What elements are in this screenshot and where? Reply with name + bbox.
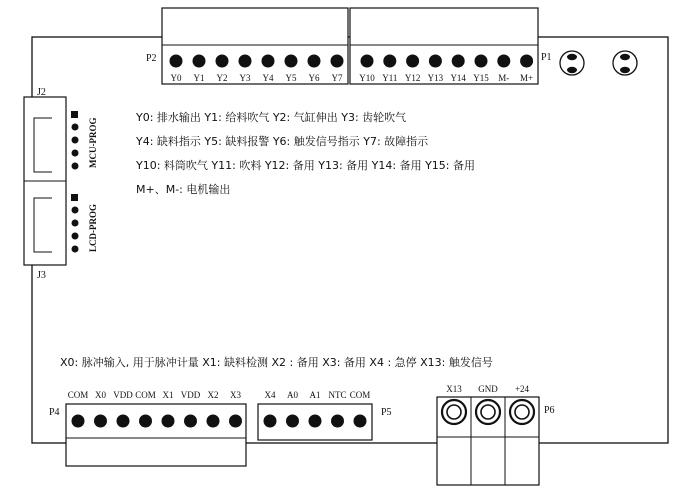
p4-pin-label-4: X1 [162, 390, 174, 400]
p4-pin-1 [94, 415, 107, 428]
pcb-outline [32, 37, 668, 443]
p4-pin-5 [184, 415, 197, 428]
p2-pin-6 [308, 55, 321, 68]
legend-line-3: Y10: 料筒吹气 Y11: 吹料 Y12: 备用 Y13: 备用 Y14: 备用 Y15: 备用 [136, 159, 475, 172]
p2-pin-5 [285, 55, 298, 68]
p2-pin-0 [170, 55, 183, 68]
p5-label: P5 [381, 407, 392, 418]
p2-pin-label-2: Y2 [216, 73, 228, 83]
p1-pin-label-5: Y15 [473, 73, 489, 83]
p5-pin-4 [354, 415, 367, 428]
p1-pin-label-7: M+ [520, 73, 534, 83]
p6-pin-label-0: X13 [446, 384, 462, 394]
p1-pin-label-6: M- [498, 73, 510, 83]
p1-pin-3 [429, 55, 442, 68]
p5-terminal-block [258, 390, 372, 440]
p5-pin-label-2: A1 [309, 390, 321, 400]
p6-pin-label-1: GND [478, 384, 498, 394]
mcu-prog-label: MCU-PROG [88, 117, 98, 168]
j2-label: J2 [37, 87, 46, 98]
p4-pin-label-5: VDD [180, 390, 201, 400]
led-indicator-1 [560, 51, 584, 75]
p1-pin-label-0: Y10 [359, 73, 375, 83]
p2-label: P2 [146, 53, 157, 64]
p4-pin-label-1: X0 [95, 390, 106, 400]
p1-pin-1 [383, 55, 396, 68]
p5-pin-1 [286, 415, 299, 428]
p6-label: P6 [544, 405, 555, 416]
j3-pins [71, 194, 79, 253]
p2-pin-label-5: Y5 [285, 73, 297, 83]
p2-pin-label-0: Y0 [170, 73, 182, 83]
p1-pin-label-3: Y13 [427, 73, 444, 83]
p2-pin-7 [331, 55, 344, 68]
legend-line-1: Y0: 排水输出 Y1: 给料吹气 Y2: 气缸伸出 Y3: 齿轮吹气 [136, 111, 407, 124]
p5-pin-3 [331, 415, 344, 428]
p4-pin-6 [207, 415, 220, 428]
p2-pin-label-3: Y3 [239, 73, 251, 83]
p2-terminal-block [162, 8, 348, 84]
p5-pin-label-1: A0 [287, 390, 298, 400]
p2-pin-2 [216, 55, 229, 68]
p1-pin-label-4: Y14 [450, 73, 466, 83]
p5-pin-label-4: COM [349, 390, 371, 400]
p4-label: P4 [49, 407, 60, 418]
p2-pin-4 [262, 55, 275, 68]
led-indicator-2 [613, 51, 637, 75]
p1-pin-7 [520, 55, 533, 68]
p6-connector [437, 384, 539, 485]
p6-screw-2 [510, 400, 534, 424]
p4-pin-4 [162, 415, 175, 428]
p2-pin-label-1: Y1 [193, 73, 205, 83]
p2-pin-label-4: Y4 [262, 73, 274, 83]
p1-pin-4 [452, 55, 465, 68]
p1-terminal-block [350, 8, 538, 84]
p4-pin-2 [117, 415, 130, 428]
p1-pin-5 [475, 55, 488, 68]
p2-pin-label-6: Y6 [308, 73, 320, 83]
lcd-prog-label: LCD-PROG [88, 204, 98, 252]
legend-line-4: M+、M-: 电机输出 [136, 183, 231, 196]
p1-pin-0 [361, 55, 374, 68]
p1-pin-6 [497, 55, 510, 68]
p6-screw-0 [442, 400, 466, 424]
p5-pin-2 [309, 415, 322, 428]
p2-pin-label-7: Y7 [331, 73, 343, 83]
p4-pin-label-6: X2 [207, 390, 219, 400]
p5-pin-0 [264, 415, 277, 428]
p6-pin-label-2: +24 [514, 384, 530, 394]
p6-screw-1 [476, 400, 500, 424]
p4-pin-label-3: COM [135, 390, 156, 400]
p5-pin-label-3: NTC [328, 390, 347, 400]
legend-line-2: Y4: 缺料指示 Y5: 缺料报警 Y6: 触发信号指示 Y7: 故障指示 [136, 135, 429, 148]
p4-pin-label-2: VDD [113, 390, 133, 400]
j3-label: J3 [37, 270, 46, 281]
p2-pin-3 [239, 55, 252, 68]
inputs-note: X0: 脉冲输入, 用于脉冲计量 X1: 缺料检测 X2 : 备用 X3: 备用 X4 : 急停 X13: 触发信号 [60, 356, 493, 369]
p4-pin-label-7: X3 [230, 390, 241, 400]
p4-terminal-block [66, 390, 246, 466]
p4-pin-3 [139, 415, 152, 428]
p4-pin-7 [229, 415, 242, 428]
p1-pin-label-2: Y12 [404, 73, 421, 83]
p4-pin-0 [72, 415, 85, 428]
p2-pin-1 [193, 55, 206, 68]
p1-pin-label-1: Y11 [382, 73, 398, 83]
j2-pins [71, 111, 79, 170]
p4-pin-label-0: COM [67, 390, 89, 400]
p5-pin-label-0: X4 [264, 390, 276, 400]
p1-pin-2 [406, 55, 419, 68]
p1-label: P1 [541, 52, 552, 63]
